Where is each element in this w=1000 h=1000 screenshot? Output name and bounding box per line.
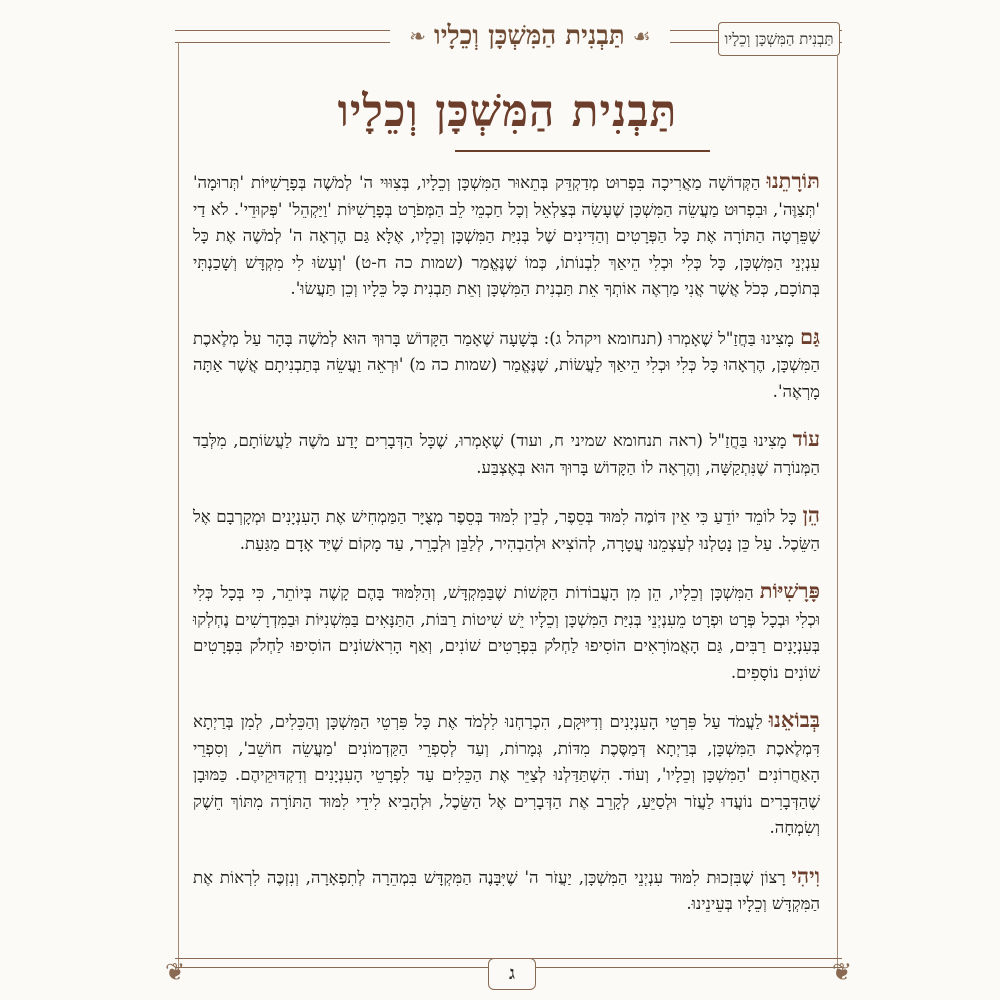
page-title: תַּבְנִית הַמִּשְׁכָּן וְכֵלָיו: [337, 86, 678, 137]
paragraph-text: הַקְּדוֹשָׁה מַאֲרִיכָה בִּפְרוּט מְדַקְדֵּק בְּתֵאוּר הַמִּשְׁכָּן וְכֵלָיו, בְּצִוּוּי ה' לְמֹשֶׁה בְּפָרָשִׁיּוֹת 'תְּרוּמָה' 'תְּצַוֶּה', וּבִפְרוּט מַעֲשֵׂה הַמִּשְׁכָּן שֶׁעָשָׂה בְּצַלְאֵל וְכָל חַכְמֵי לֵב הַמְּפֹרָט בְּפָרָשִׁיּוֹת 'וַיַּקְהֵל' 'פְּקוּדֵי'. לֹא דַי שֶׁפֵּרְטָה הַתּוֹרָה אֶת כָּל הַפְּרָטִים וְהַדִּינִים שֶׁל בְּנִיַּת הַמִּשְׁכָּן וְכֵלָיו, אֶלָּא גַּם הֶרְאָה ה' לְמֹשֶׁה אֶת כָּל עִנְיְנֵי הַמִּשְׁכָּן, כָּל כְּלִי וּכְלִי הֵיאַךְ לִבְנוֹתוֹ, כְּמוֹ שֶׁנֶּאֱמַר (שמות כה ח-ט) 'וְעָשׂוּ לִי מִקְדָּשׁ וְשָׁכַנְתִּי בְּתוֹכָם, כְּכֹל אֲשֶׁר אֲנִי מַרְאֶה אוֹתְךָ אֵת תַּבְנִית הַמִּשְׁכָּן וְאֵת תַּבְנִית כָּל כֵּלָיו וְכֵן תַּעֲשׂוּ'.: [193, 173, 820, 298]
lead-word: פָּרָשִׁיּוֹת: [759, 578, 820, 603]
paragraph: [193, 426, 820, 481]
paragraph: [193, 502, 820, 557]
page-number: ג: [488, 958, 536, 990]
running-title: תַּבְנִית הַמִּשְׁכָּן וְכֵלָיו: [718, 22, 840, 56]
paragraph: [193, 168, 820, 303]
paragraph: [193, 578, 820, 686]
paragraph-text: הַמִּשְׁכָּן וְכֵלָיו, הֵן מִן הָעֲבוֹדוֹת הַקָּשׁוֹת שֶׁבַּמִּקְדָּשׁ, וְהַלִּמּוּד בָּהֶם קָשֶׁה בְּיוֹתֵר, כִּי בְּכָל כְּלִי וּכְלִי וּבְכָל פְּרָט וּפְרָט מֵעִנְיְנֵי בְּנִיַּת הַמִּשְׁכָּן וְכֵלָיו יֵשׁ שִׁיטוֹת רַבּוֹת, הַתַּנָּאִים בַּמִּשְׁנִיּוֹת וּבַמִּדְרָשִׁים נֶחְלְקוּ בְּעִנְיָנִים רַבִּים, גַּם הָאֲמוֹרָאִים הוֹסִיפוּ לַחְלֹק בִּפְרָטִים שׁוֹנִים, וְאַף הָרִאשׁוֹנִים הוֹסִיפוּ לַחְלֹק בִּפְרָטִים שׁוֹנִים נוֹסָפִים.: [193, 583, 820, 682]
swirl-ornament-icon: ☙: [632, 24, 651, 48]
paragraph-text: כָּל לוֹמֵד יוֹדֵעַ כִּי אֵין דּוֹמֶה לִמּוּד בְּסֵפֶר, לְבֵין לִמּוּד בְּסֵפֶר מְצֻיָּר הַמַּמְחִישׁ אֶת הָעִנְיָנִים וּמְקָרְבָם אֶל הַשֵּׂכֶל. עַל כֵּן נָטַלְנוּ לְעַצְמֵנוּ עֲטָרָה, לְהוֹצִיא וּלְהַבְהִיר, לְלַבֵּן וּלְבָרֵר, עַד מָקוֹם שֶׁיַּד אָדָם מַגַּעַת.: [193, 507, 820, 553]
lead-word: הֵן: [802, 502, 820, 527]
lead-word: תּוֹרָתֵנוּ: [766, 168, 820, 193]
corner-ornament-icon: ❦: [831, 958, 852, 986]
lead-word: וִיהִי: [791, 862, 820, 888]
body-text: [193, 168, 820, 939]
paragraph-text: לַעֲמֹד עַל פִּרְטֵי הָעִנְיָנִים וְדִיּוּקָם, הִכְרַחְנוּ לִלְמֹד אֶת כָּל פִּרְטֵי הַמִּשְׁכָּן וְהַכֵּלִים, לְמִן בְּרַיְתָא דִּמְלֶאכֶת הַמִּשְׁכָּן, בְּרַיְתָא דְּמַסֶּכֶת מִדּוֹת, גְּמָרוֹת, וְעַד לְסִפְרֵי הַקַּדְמוֹנִים 'מַעֲשֵׂה חוֹשֵׁב', וְסִפְרֵי הָאַחֲרוֹנִים 'הַמִּשְׁכָּן וְכֵלָיו', וְעוֹד. הִשְׁתַּדַּלְנוּ לְצַיֵּר אֶת הַכֵּלִים עַד לִפְרָטֵי הָעִנְיָנִים וְדִקְדּוּקֵיהֶם. כַּמּוּבָן שֶׁהַדְּבָרִים נוֹעֲדוּ לַעֲזֹר וּלְסַיֵּעַ, לְקָרֵב אֶת הַדְּבָרִים אֶל הַשֵּׂכֶל, וּלְהָבִיא לִידֵי לִמּוּד הַתּוֹרָה מִתּוֹךְ חֵשֶׁק וְשִׂמְחָה.: [193, 712, 820, 837]
header-ornament: [390, 14, 670, 58]
paragraph-text: מָצִינוּ בַּחֲזַ"ל (ראה תנחומא שמיני ח, ועוד) שֶׁאָמְרוּ, שֶׁכָּל הַדְּבָרִים יָדַע מֹשֶׁה לַעֲשׂוֹתָם, מִלְּבַד הַמְּנוֹרָה שֶׁנִּתְקַשָּׁה, וְהֶרְאָה לוֹ הַקָּדוֹשׁ בָּרוּךְ הוּא בְּאֶצְבַּע.: [193, 431, 820, 477]
corner-ornament-icon: ❦: [165, 958, 186, 986]
swirl-ornament-icon: ❧: [409, 24, 427, 48]
lead-word: גַּם: [799, 323, 820, 349]
paragraph-text: מָצִינוּ בַּחֲזַ"ל שֶׁאָמְרוּ (תנחומא ויקהל ג): בְּשָׁעָה שֶׁאָמַר הַקָּדוֹשׁ בָּרוּךְ הוּא לְמֹשֶׁה בָּהָר עַל מְלֶאכֶת הַמִּשְׁכָּן, הֶרְאָהוּ כָּל כְּלִי וּכְלִי הֵיאַךְ לַעֲשׂוֹת, שֶׁנֶּאֱמַר (שמות כה מ) 'וּרְאֵה וַעֲשֵׂה בְּתַבְנִיתָם אֲשֶׁר אַתָּה מָרְאֶה'.: [193, 328, 820, 401]
paragraph-text: רָצוֹן שֶׁבִּזְכוּת לִמּוּד עִנְיְנֵי הַמִּשְׁכָּן, יַעֲזֹר ה' שֶׁיִּבָּנֶה הַמִּקְדָּשׁ בִּמְהֵרָה לְתִפְאָרָה, וְנִזְכֶּה לִרְאוֹת אֶת הַמִּקְדָּשׁ וְכֵלָיו בְּעֵינֵינוּ.: [193, 867, 820, 913]
header-title: תַּבְנִית הַמִּשְׁכָּן וְכֵלָיו: [434, 21, 625, 51]
title-underline: [455, 150, 710, 152]
right-border-rule: [837, 56, 838, 970]
paragraph: [193, 324, 820, 406]
paragraph: [193, 707, 820, 842]
lead-word: עוֹד: [792, 426, 820, 451]
lead-word: בְּבוֹאֵנוּ: [768, 707, 820, 732]
paragraph: [193, 863, 820, 918]
left-border-rule: [178, 42, 179, 970]
